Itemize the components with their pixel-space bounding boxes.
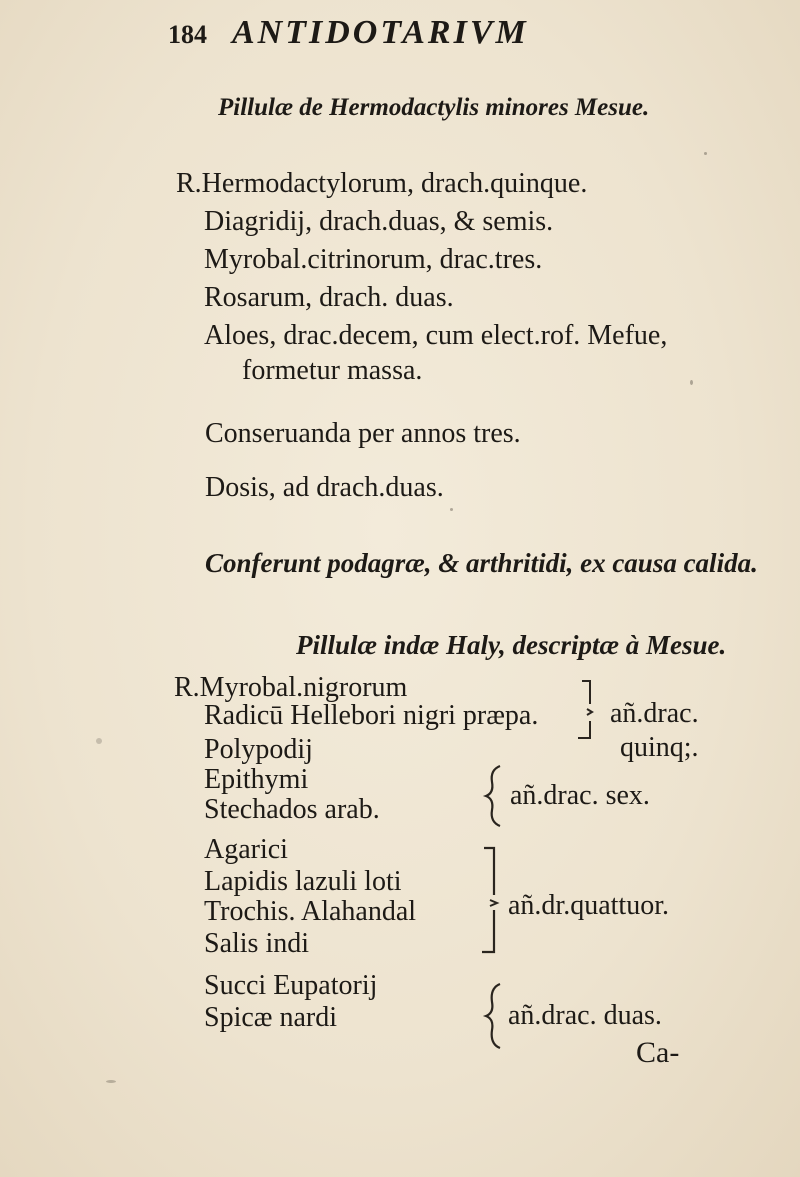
ingredient: Salis indi — [204, 928, 310, 959]
paper-speck — [96, 738, 102, 744]
quantity: quinq;. — [620, 732, 699, 763]
recipe-title: Pillulæ indæ Haly, descriptæ à Mesue. — [296, 630, 727, 660]
bracket-group-3 — [474, 840, 504, 960]
ingredient: Lapidis lazuli loti — [204, 866, 402, 897]
quantity: añ.drac. — [610, 698, 699, 729]
running-title: ANTIDOTARIVM — [232, 14, 529, 51]
ingredient: Trochis. Alahandal — [204, 896, 417, 927]
recipe-line: formetur massa. — [242, 355, 423, 386]
ingredient: R.Myrobal.nigrorum — [174, 672, 408, 703]
ingredient: Agarici — [204, 834, 288, 865]
quantity: añ.drac. sex. — [510, 780, 650, 811]
quantity: añ.dr.quattuor. — [508, 890, 669, 921]
catchword: Ca- — [636, 1036, 680, 1069]
usage-note: Conferunt podagræ, & arthritidi, ex causa calida. — [205, 548, 758, 578]
recipe-line: Diagridij, drach.duas, & semis. — [204, 206, 554, 237]
brace-group-4 — [478, 978, 508, 1054]
recipe-line: Conseruanda per annos tres. — [205, 418, 521, 449]
ingredient: Polypodij — [204, 734, 313, 765]
ingredient: Succi Eupatorij — [204, 970, 378, 1001]
recipe-line: Aloes, drac.decem, cum elect.rof. Mefue, — [204, 320, 668, 351]
recipe-line: Dosis, ad drach.duas. — [205, 472, 444, 503]
quantity: añ.drac. duas. — [508, 1000, 662, 1031]
recipe-line: R.Hermodactylorum, drach.quinque. — [176, 168, 588, 199]
recipe-line: Myrobal.citrinorum, drac.tres. — [204, 244, 543, 275]
bracket-group-1 — [560, 676, 600, 746]
recipe-title: Pillulæ de Hermodactylis minores Mesue. — [218, 94, 650, 121]
paper-speck — [690, 380, 693, 385]
paper-speck — [450, 508, 453, 511]
recipe-line: Rosarum, drach. duas. — [204, 282, 454, 313]
page-number: 184 — [168, 20, 207, 49]
ingredient: Radicū Hellebori nigri præpa. — [204, 700, 539, 731]
paper-speck — [106, 1080, 116, 1083]
ingredient: Spicæ nardi — [204, 1002, 337, 1033]
paper-speck — [704, 152, 707, 155]
ingredient: Epithymi — [204, 764, 309, 795]
ingredient: Stechados arab. — [204, 794, 380, 825]
brace-group-2 — [478, 760, 508, 832]
